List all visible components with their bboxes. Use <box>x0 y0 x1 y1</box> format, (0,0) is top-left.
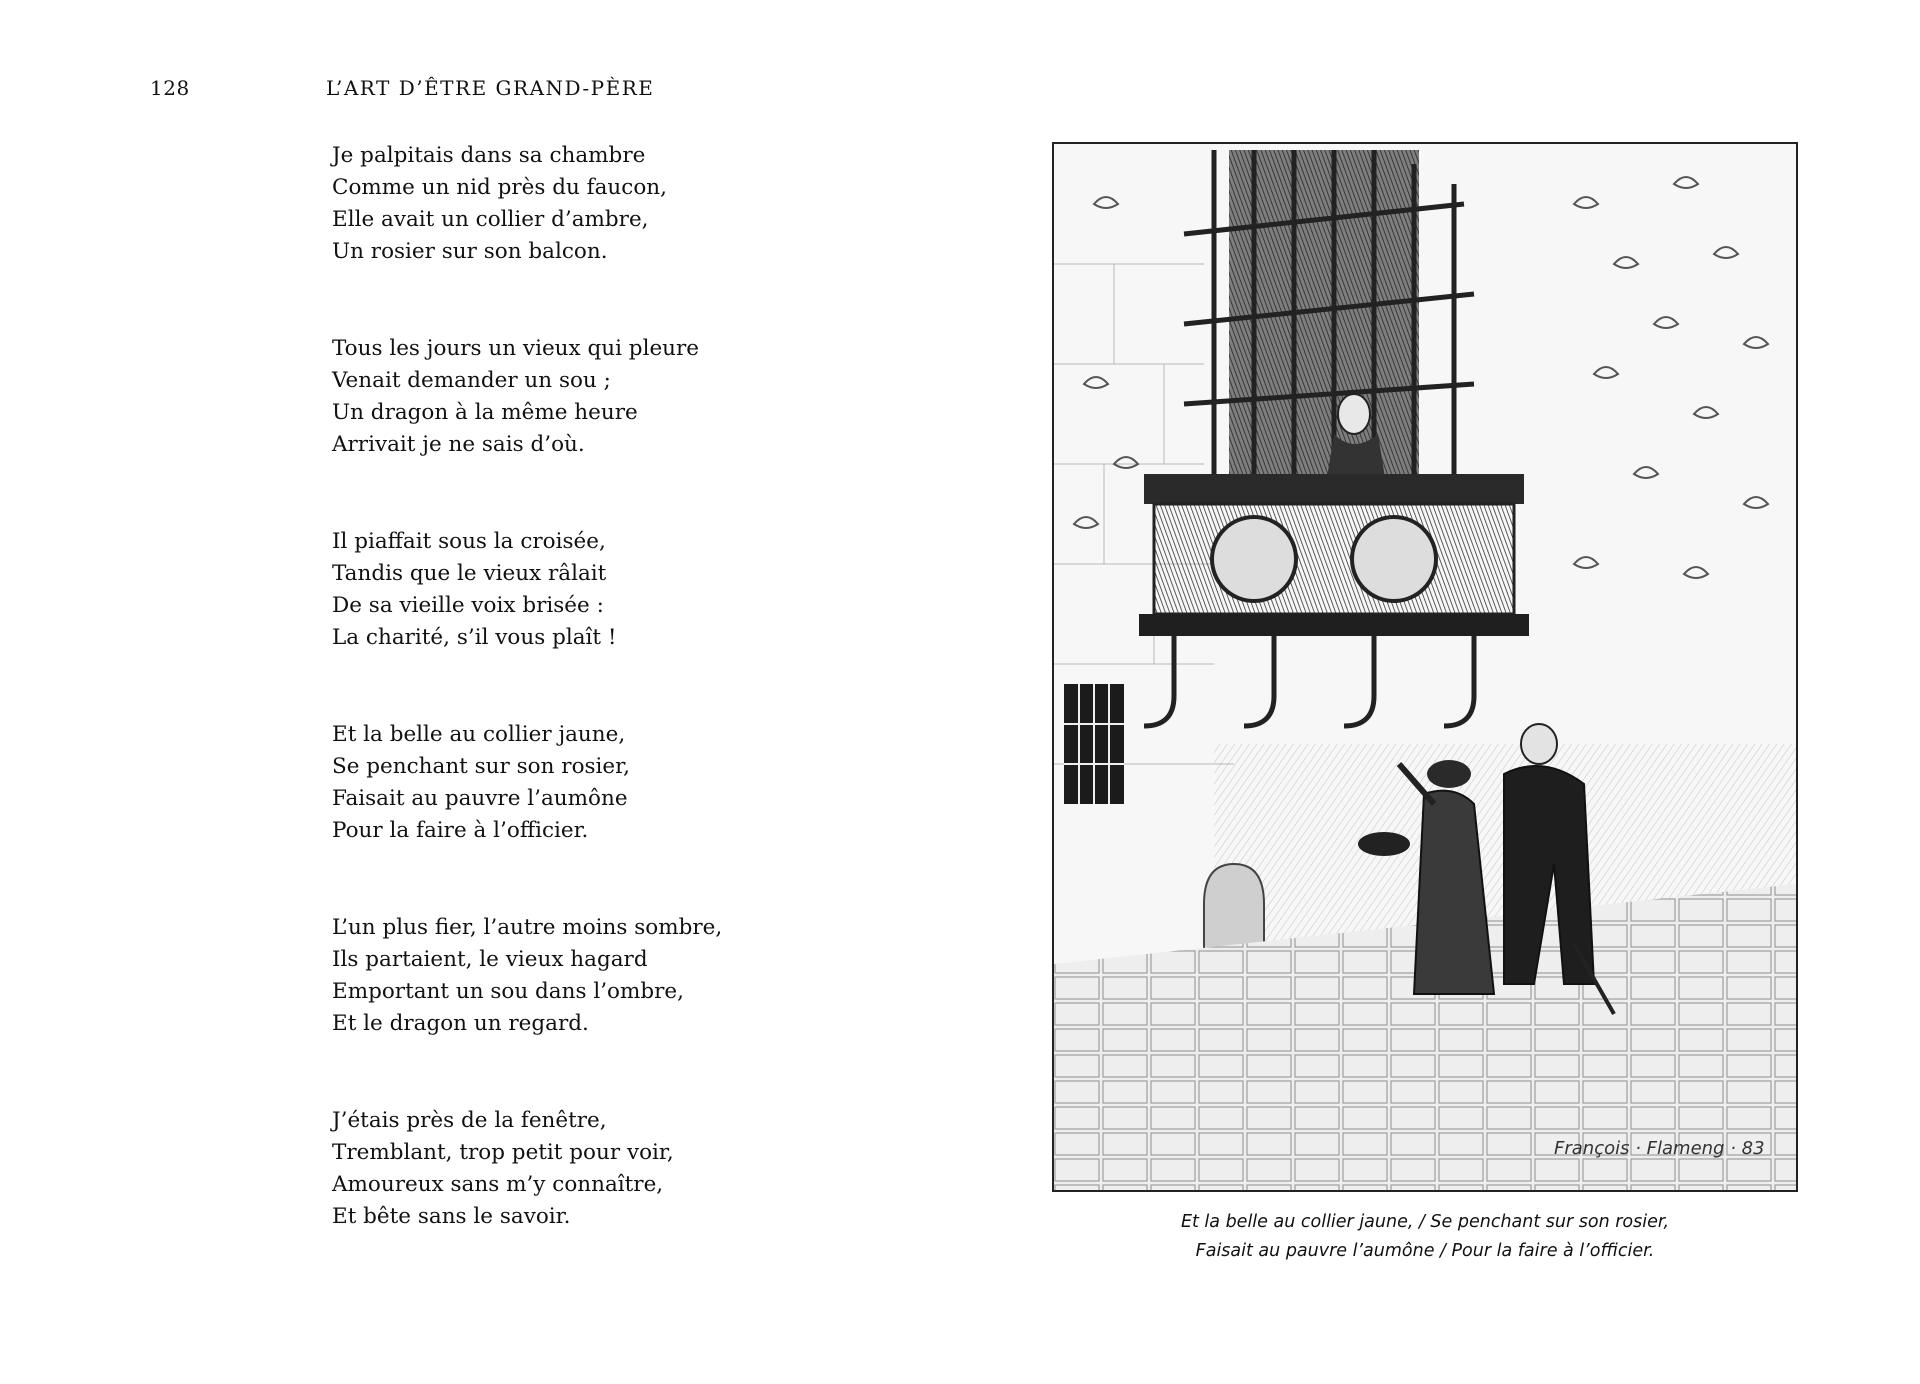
engraving-illustration <box>1052 142 1798 1192</box>
poem-line: Il piaffait sous la croisée, <box>332 529 606 554</box>
poem-line: Arrivait je ne sais d’où. <box>332 432 585 457</box>
artist-signature: François · Flameng · 83 <box>1554 1138 1765 1159</box>
stanza <box>332 333 852 461</box>
caption-line: Et la belle au collier jaune, / Se penchant sur son rosier, <box>1180 1212 1670 1232</box>
stanza <box>332 719 852 847</box>
running-title: L’ART D’ÊTRE GRAND-PÈRE <box>326 76 655 100</box>
stanza <box>332 140 852 268</box>
poem-line: Ils partaient, le vieux hagard <box>332 947 648 972</box>
caption-line: Faisait au pauvre l’aumône / Pour la faire à l’officier. <box>1195 1241 1655 1261</box>
poem-line: Venait demander un sou ; <box>332 368 611 393</box>
poem-line: Tremblant, trop petit pour voir, <box>332 1140 674 1165</box>
poem-line: Emportant un sou dans l’ombre, <box>332 979 684 1004</box>
poem-line: Et la belle au collier jaune, <box>332 722 626 747</box>
stanza <box>332 526 852 654</box>
stanza <box>332 912 852 1040</box>
poem-line: Et le dragon un regard. <box>332 1011 589 1036</box>
poem-line: L’un plus fier, l’autre moins sombre, <box>332 915 723 940</box>
poem-line: Et bête sans le savoir. <box>332 1204 571 1229</box>
poem-line: Se penchant sur son rosier, <box>332 754 630 779</box>
page-number: 128 <box>150 76 190 100</box>
poem <box>332 140 852 1298</box>
poem-line: Un dragon à la même heure <box>332 400 638 425</box>
stanza <box>332 1105 852 1233</box>
poem-line: De sa vieille voix brisée : <box>332 593 604 618</box>
poem-line: J’étais près de la fenêtre, <box>332 1108 607 1133</box>
poem-line: Amoureux sans m’y connaître, <box>332 1172 664 1197</box>
poem-line: Tandis que le vieux râlait <box>332 561 607 586</box>
poem-line: Faisait au pauvre l’aumône <box>332 786 628 811</box>
poem-line: La charité, s’il vous plaît ! <box>332 625 617 650</box>
poem-line: Pour la faire à l’officier. <box>332 818 589 843</box>
poem-line: Un rosier sur son balcon. <box>332 239 608 264</box>
poem-line: Comme un nid près du faucon, <box>332 175 667 200</box>
poem-line: Je palpitais dans sa chambre <box>332 143 646 168</box>
illustration-caption <box>1052 1208 1798 1266</box>
poem-line: Tous les jours un vieux qui pleure <box>332 336 700 361</box>
poem-line: Elle avait un collier d’ambre, <box>332 207 649 232</box>
engraving-drawing <box>1054 144 1796 1190</box>
